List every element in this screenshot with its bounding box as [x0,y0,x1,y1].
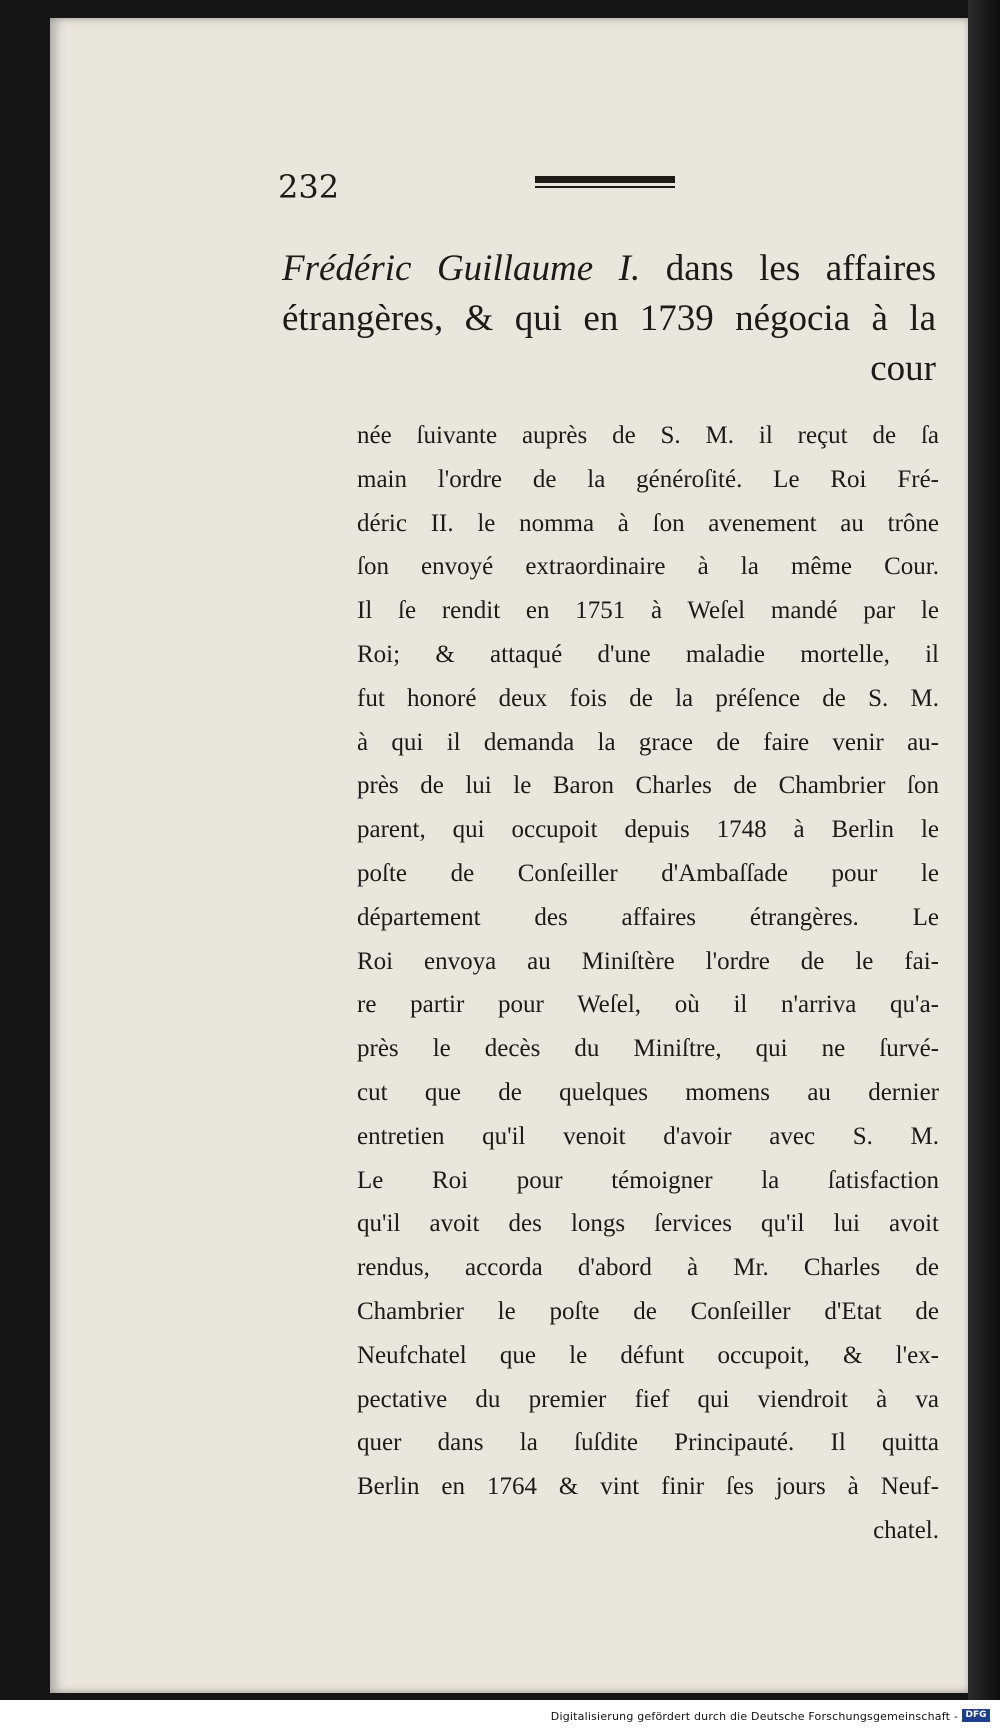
body-paragraph [357,414,939,1553]
ornament-thin-rule [535,186,675,188]
text-line: département des affaires étrangères. Le [357,903,939,931]
text-line: Neufchatel que le défunt occupoit, & l'ex- [357,1341,939,1369]
lead-line-catchword: cour [870,348,936,389]
text-line: cut que de quelques momens au dernier [357,1078,939,1106]
text-line: entretien qu'il venoit d'avoir avec S. M. [357,1122,939,1150]
text-line-final: chatel. [873,1516,939,1544]
text-line: Le Roi pour témoigner la ſatisfaction [357,1166,939,1194]
text-line: parent, qui occupoit depuis 1748 à Berlin le [357,816,939,844]
text-line: re partir pour Weſel, où il n'arriva qu'a- [357,991,939,1019]
ornament-thick-rule [535,176,675,183]
text-line: poſte de Conſeiller d'Ambaſſade pour le [357,859,939,887]
lead-paragraph [282,244,936,394]
dfg-logo: DFG [962,1709,990,1722]
text-line: qu'il avoit des longs ſervices qu'il lui avoit [357,1210,939,1238]
lead-line [282,244,936,294]
text-line: née ſuivante auprès de S. M. il reçut de ſa [357,422,939,449]
text-line: déric II. le nomma à ſon avenement au trône [357,509,939,537]
text-line: Roi envoya au Miniſtère l'ordre de le fai- [357,947,939,975]
text-line: Chambrier le poſte de Conſeiller d'Etat de [357,1297,939,1325]
text-line: Roi; & attaqué d'une maladie mortelle, il [357,640,939,668]
text-line: ſon envoyé extraordinaire à la même Cour. [357,553,939,581]
text-line: pectative du premier fief qui viendroit à va [357,1385,939,1413]
text-line: près de lui le Baron Charles de Chambrier ſon [357,772,939,800]
text-line: quer dans la ſuſdite Principauté. Il quitta [357,1429,939,1457]
page-number: 232 [278,168,340,206]
lead-line-text: dans les affaires [640,248,936,289]
lead-line: étrangères, & qui en 1739 négocia à la [282,298,936,339]
text-line: à qui il demanda la grace de faire venir au- [357,728,939,756]
lead-italic-name: Frédéric Guillaume I. [282,248,641,289]
book-edge [968,0,1000,1729]
header-ornament-rule [535,176,675,190]
text-line: rendus, accorda d'abord à Mr. Charles de [357,1254,939,1282]
funding-credit: Digitalisierung gefördert durch die Deutsche Forschungsgemeinschaft - [550,1710,958,1723]
text-line: Berlin en 1764 & vint finir ſes jours à Neuf- [357,1473,939,1501]
text-line: main l'ordre de la généroſité. Le Roi Fré- [357,465,939,493]
text-line: fut honoré deux fois de la préſence de S. M. [357,684,939,712]
text-line: Il ſe rendit en 1751 à Weſel mandé par le [357,597,939,625]
text-line: près le decès du Miniſtre, qui ne ſurvé- [357,1035,939,1063]
